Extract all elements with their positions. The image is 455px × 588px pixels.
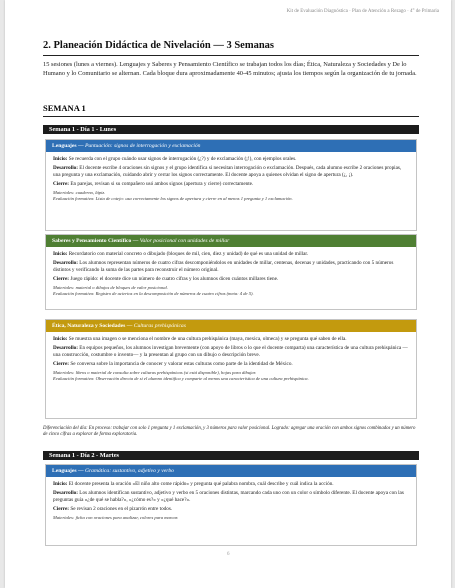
day-bar: Semana 1 - Día 1 - Lunes: [43, 125, 419, 134]
materiales-note: Materiales: material o dibujos de bloques de valor posicional.: [53, 285, 168, 291]
card-topic: Culturas prehispánicas: [133, 323, 186, 329]
cierre-label: Cierre:: [53, 505, 70, 512]
day-bar: Semana 1 - Día 2 - Martes: [43, 451, 419, 460]
card-topic: Valor posicional con unidades de millar: [139, 238, 230, 244]
cierre-text: [53, 181, 409, 187]
intro-paragraph: 15 sesiones (lunes a viernes). Lenguajes y Saberes y Pensamiento Científico se trabajan todos los días; Ética, Naturaleza y Sociedades y De lo Humano y lo Comunitario se alternan. Cada bloque dura aproximadamente 40-45 minutos; ajusta los tiempos según la organización de tu jornada.: [43, 61, 417, 77]
desarrollo-label: Desarrollo:: [53, 345, 78, 352]
materiales-note: Materiales: libros o material de consulta sobre culturas prehispánicas (si está disponible), hojas para dibujar.: [53, 370, 257, 376]
cierre-content: Se revisan 2 oraciones en el pizarrón entre todos.: [70, 505, 173, 512]
desarrollo-content: En equipos pequeños, los alumnos investigan brevemente (con apoyo de libros o lo que el docente comparta) una característica de una cultura prehispánica —una construcción, costumbre o invento— y la presentan al grupo con un dibujo o descripción breve.: [53, 345, 408, 358]
inicio-label: Inicio:: [53, 251, 68, 257]
desarrollo-content: Los alumnos identifican sustantivo, adjetivo y verbo en 5 oraciones distintas, marcando cada uno con un color o símbolo diferente. El docente apoya con las preguntas guía «¿de qué se habla?», «¿cómo es?» y «¿qué hace?».: [53, 490, 404, 503]
card-header: Ética, Naturaleza y Sociedades — Culturas prehispánicas: [46, 320, 416, 332]
desarrollo-label: Desarrollo:: [53, 165, 78, 172]
desarrollo-content: El docente escribe 4 oraciones sin signos y el grupo identifica si necesitan interrogación o exclamación. Después, cada alumno escribe 2 oraciones propias, una pregunta y una exclamación, cuidando abrir y cerrar los signos correctamente. El docente apoya a quienes olvidan el signo de apertura (¿, ¡).: [53, 165, 402, 178]
inicio-content: Se recuerda con el grupo cuándo usar signos de interrogación (¿?) y de exclamación (¡!), con ejemplos orales.: [68, 156, 297, 162]
cierre-content: En parejas, revisan si su compañero usó ambos signos (apertura y cierre) correctamente.: [70, 180, 254, 187]
section-rule: [43, 116, 419, 117]
session-card-saberes: [45, 234, 417, 310]
evaluacion-note: Evaluación formativa: Lista de cotejo: usa correctamente los signos de apertura y cierre en al menos 1 pregunta y 1 exclamación.: [53, 196, 293, 202]
running-header: Kit de Evaluación Diagnóstica · Plan de Atención a Rezago · 4° de Primaria: [286, 9, 439, 14]
evaluacion-note: Evaluación formativa: Registro de aciertos en la descomposición de números de cuatro cifras (meta: 4 de 5).: [53, 291, 254, 297]
session-card-lenguajes: [45, 139, 417, 231]
page-title: 2. Planeación Didáctica de Nivelación — 3 Semanas: [43, 40, 274, 51]
cierre-label: Cierre:: [53, 275, 70, 282]
evaluacion-note: Evaluación formativa: Observación directa de si el alumno identifica y comparte al menos una característica de una cultura prehispánica.: [53, 376, 309, 382]
desarrollo-label: Desarrollo:: [53, 260, 78, 267]
inicio-text: [53, 156, 409, 162]
card-subject: Saberes y Pensamiento Científico: [52, 238, 132, 244]
inicio-content: Recordatorio con material concreto o dibujado (bloques de mil, cien, diez y unidad) de qué es una unidad de millar.: [68, 251, 309, 257]
card-subject: Lenguajes: [52, 468, 77, 474]
document-page: [5, 0, 451, 588]
cierre-label: Cierre:: [53, 360, 70, 367]
inicio-content: El docente presenta la oración «El niño alto come rápido» y pregunta qué palabra nombra, cuál describe y cuál indica la acción.: [68, 481, 334, 487]
materiales-note: Materiales: cuaderno, lápiz.: [53, 190, 106, 196]
title-rule: [43, 55, 419, 56]
desarrollo-text: [53, 165, 409, 178]
card-header: Saberes y Pensamiento Científico — Valor posicional con unidades de millar: [46, 235, 416, 247]
card-header: Lenguajes — Puntuación: signos de interrogación y exclamación: [46, 140, 416, 152]
desarrollo-label: Desarrollo:: [53, 490, 78, 497]
card-header: Lenguajes — Gramática: sustantivo, adjetivo y verbo: [46, 465, 416, 477]
page-number: 6: [227, 552, 230, 557]
inicio-label: Inicio:: [53, 156, 68, 162]
inicio-label: Inicio:: [53, 481, 68, 487]
cierre-content: Se conversa sobre la importancia de conocer y valorar estas culturas como parte de la identidad de México.: [70, 360, 293, 367]
diferenciacion-note: Diferenciación del día: En proceso: trabajar con solo 1 pregunta y 1 exclamación, y 3 números para valor posicional. Logrado: agregar una oración con ambos signos combinados y un número de cinco cifras a explorar de forma exploratoria.: [43, 426, 416, 438]
session-card-etica: [45, 319, 417, 419]
section-heading: SEMANA 1: [43, 103, 86, 113]
session-card-lenguajes-dia2: [45, 464, 417, 546]
inicio-label: Inicio:: [53, 336, 68, 342]
desarrollo-content: Los alumnos representan números de cuatro cifras descomponiéndolos en unidades de millar, centenas, decenas y unidades, practicando con 5 números distintos y verificando la suma de las partes para reconstruir el número original.: [53, 260, 394, 273]
card-topic: Puntuación: signos de interrogación y exclamación: [84, 143, 201, 149]
materiales-note: Materiales: ficha con oraciones para analizar, colores para marcar.: [53, 515, 179, 521]
card-subject: Ética, Naturaleza y Sociedades: [52, 323, 126, 329]
card-subject: Lenguajes: [52, 143, 77, 149]
cierre-label: Cierre:: [53, 180, 70, 187]
card-topic: Gramática: sustantivo, adjetivo y verbo: [84, 468, 174, 474]
inicio-content: Se muestra una imagen o se menciona el nombre de una cultura prehispánica (maya, mexica, olmeca) y se pregunta qué saben de ella.: [68, 336, 347, 342]
cierre-content: Juego rápido: el docente dice un número de cuatro cifras y los alumnos dicen cuántos millares tiene.: [70, 275, 279, 282]
